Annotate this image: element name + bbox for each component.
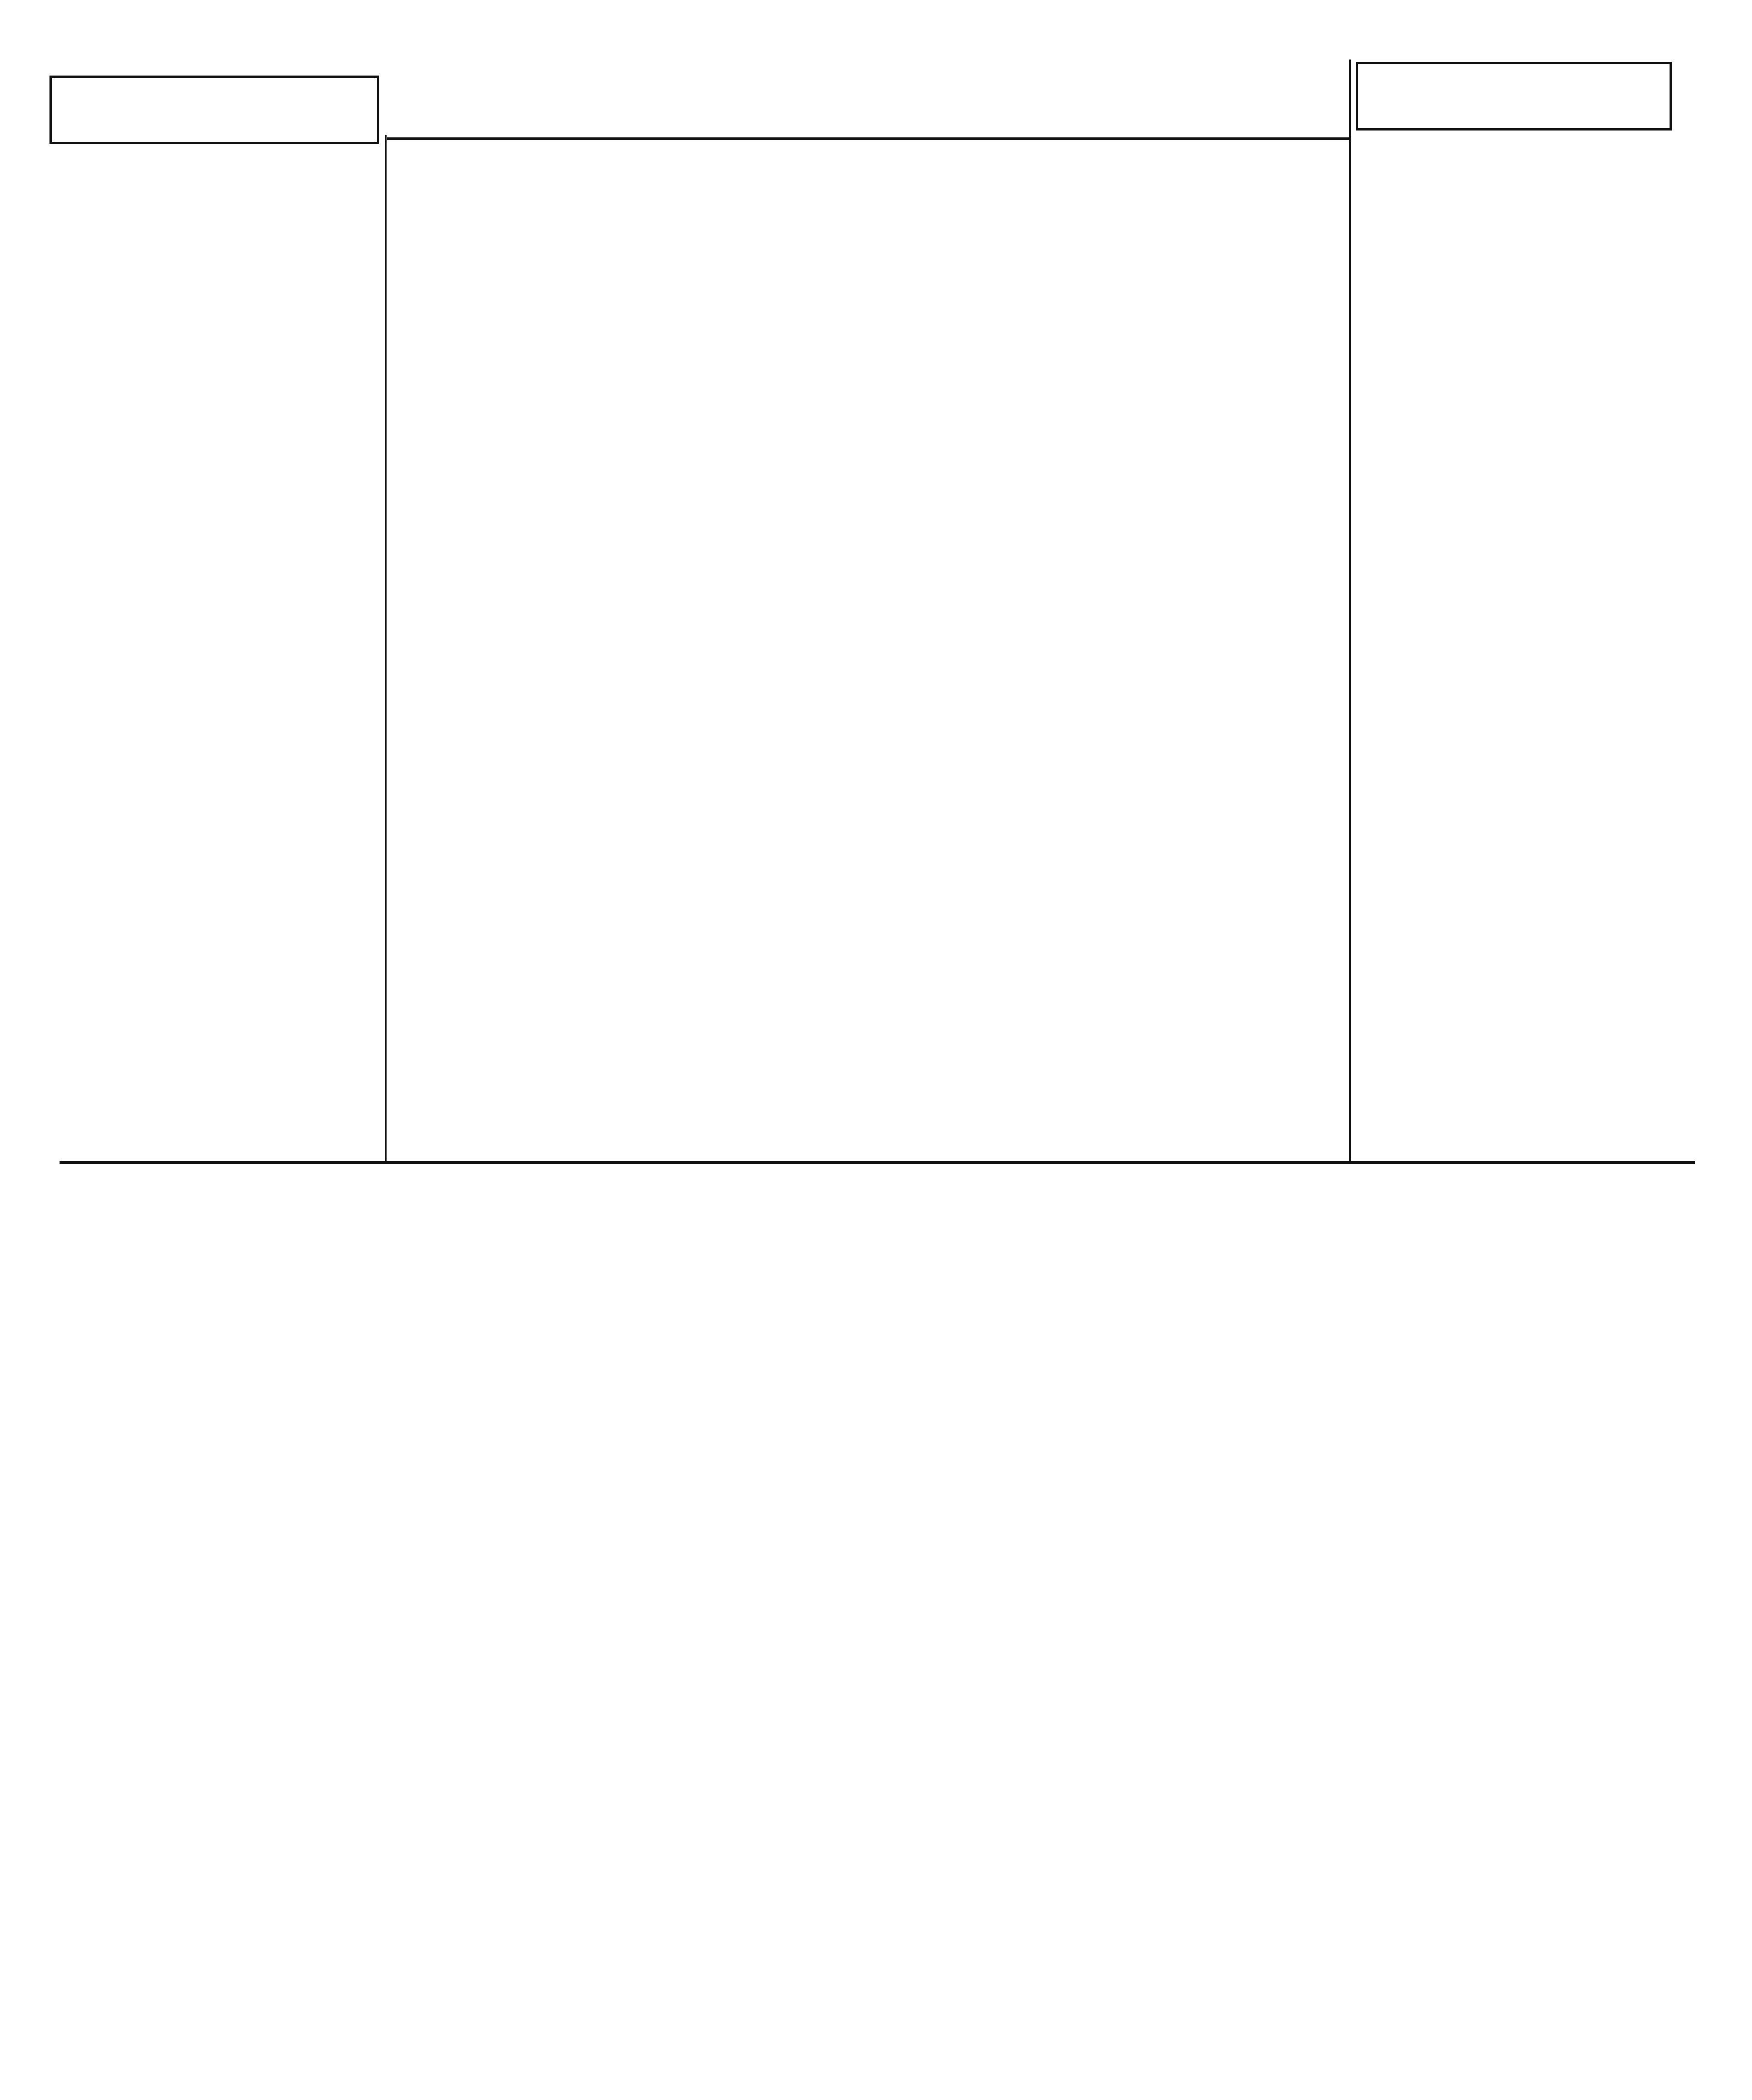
column-rule bbox=[385, 135, 387, 1161]
weather-box-right bbox=[1356, 62, 1672, 131]
weather-box-left bbox=[49, 76, 379, 144]
section-divider bbox=[60, 1161, 1695, 1164]
header-rule bbox=[387, 137, 1349, 140]
column-rule bbox=[1349, 60, 1351, 1161]
